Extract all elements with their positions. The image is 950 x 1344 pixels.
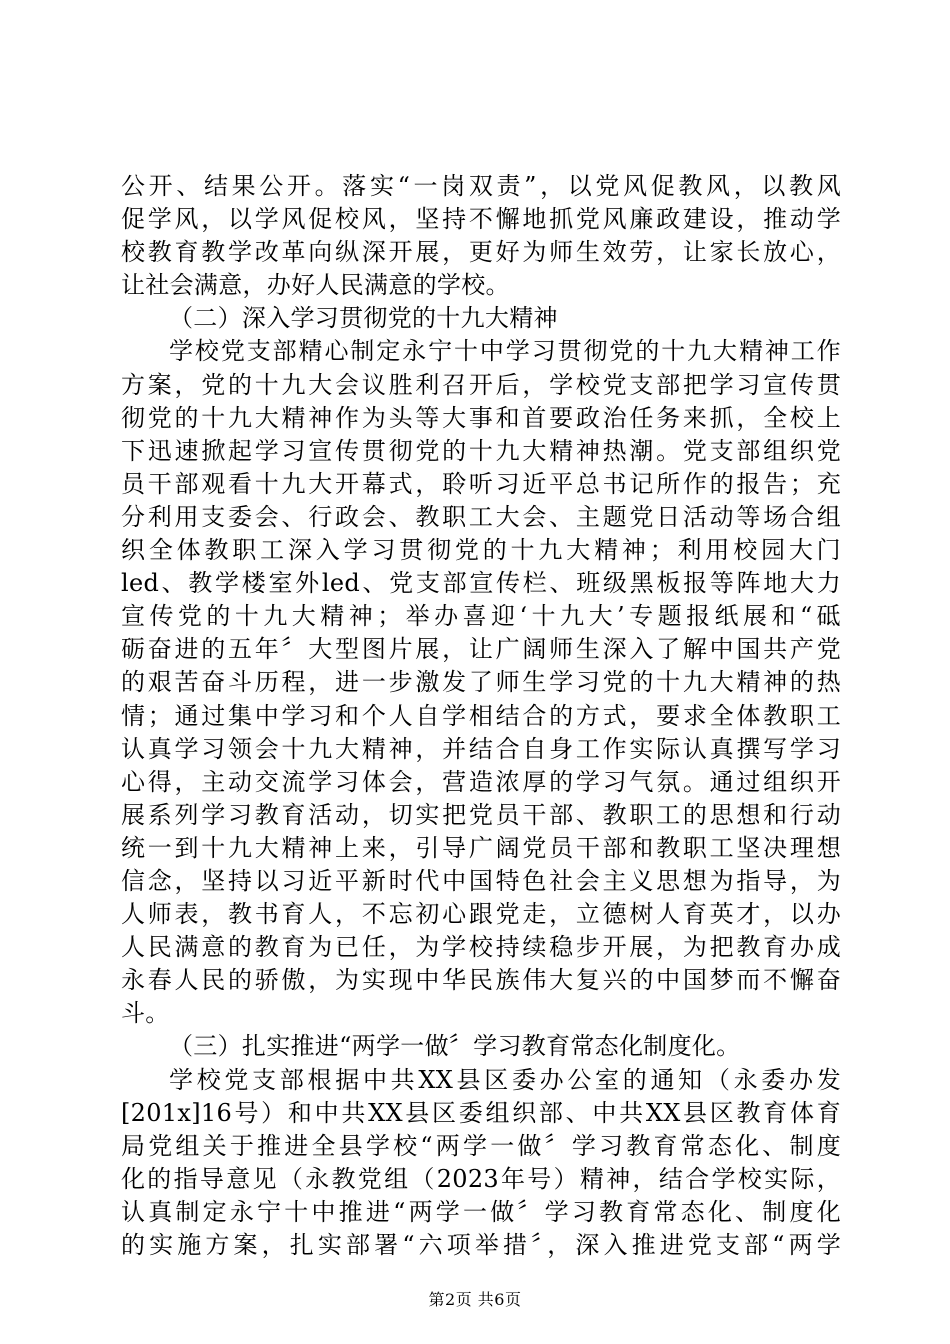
text-line: 展系列学习教育活动，切实把党员干部、教职工的思想和行动 [121, 800, 841, 829]
text-line: 认真制定永宁十中推进“两学一做〞学习教育常态化、制度化 [121, 1197, 841, 1226]
section-heading: （三）扎实推进“两学一做〞学习教育常态化制度化。 [169, 1032, 741, 1061]
text-line: 宣传党的十九大精神；举办喜迎‘十九大’专题报纸展和“砥 [121, 602, 841, 631]
text-line: 的实施方案，扎实部署“六项举措〞，深入推进党支部“两学 [121, 1231, 841, 1259]
text-line: 让社会满意，办好人民满意的学校。 [121, 271, 510, 300]
text-line: 情；通过集中学习和个人自学相结合的方式，要求全体教职工 [121, 701, 841, 730]
text-line: 方案，党的十九大会议胜利召开后，学校党支部把学习宣传贯 [121, 370, 841, 399]
text-line: 局党组关于推进全县学校“两学一做〞学习教育常态化、制度 [121, 1131, 841, 1160]
text-line: 员干部观看十九大开幕式，聆听习近平总书记所作的报告；充 [121, 469, 841, 498]
text-line: 人民满意的教育为已任，为学校持续稳步开展，为把教育办成 [121, 933, 841, 962]
text-line: [201x]16号）和中共XX县区委组织部、中共XX县区教育体育 [121, 1098, 841, 1127]
text-line: 学校党支部根据中共XX县区委办公室的通知（永委办发 [169, 1065, 841, 1094]
text-line: 分利用支委会、行政会、教职工大会、主题党日活动等场合组 [121, 502, 841, 531]
text-line: 信念，坚持以习近平新时代中国特色社会主义思想为指导，为 [121, 866, 841, 895]
text-line: 认真学习领会十九大精神，并结合自身工作实际认真撰写学习 [121, 734, 841, 763]
document-body [121, 170, 841, 1262]
text-line: 统一到十九大精神上来，引导广阔党员干部和教职工坚决理想 [121, 833, 841, 862]
text-line: 织全体教职工深入学习贯彻党的十九大精神；利用校园大门 [121, 536, 841, 565]
text-line: 公开、结果公开。落实“一岗双责”，以党风促教风，以教风 [121, 172, 841, 200]
page-footer: 第2页 共6页 [428, 1290, 522, 1309]
text-line: 的艰苦奋斗历程，进一步激发了师生学习党的十九大精神的热 [121, 668, 841, 697]
text-line: 学校党支部精心制定永宁十中学习贯彻党的十九大精神工作 [169, 337, 841, 366]
text-line: led、教学楼室外led、党支部宣传栏、班级黑板报等阵地大力 [121, 569, 841, 598]
text-line: 永春人民的骄傲，为实现中华民族伟大复兴的中国梦而不懈奋 [121, 966, 841, 995]
section-heading: （二）深入学习贯彻党的十九大精神 [169, 304, 558, 333]
text-line: 人师表，教书育人，不忘初心跟党走，立德树人育英才，以办 [121, 900, 841, 929]
text-line: 斗。 [121, 999, 170, 1028]
text-line: 化的指导意见（永教党组（2023年号）精神，结合学校实际， [121, 1164, 841, 1193]
text-line: 彻党的十九大精神作为头等大事和首要政治任务来抓，全校上 [121, 403, 841, 432]
text-line: 促学风，以学风促校风，坚持不懈地抓党风廉政建设，推动学 [121, 205, 841, 234]
text-line: 砺奋进的五年〞大型图片展，让广阔师生深入了解中国共产党 [121, 635, 841, 664]
text-line: 下迅速掀起学习宣传贯彻党的十九大精神热潮。党支部组织党 [121, 436, 841, 465]
text-line: 校教育教学改革向纵深开展，更好为师生效劳，让家长放心， [121, 238, 841, 267]
text-line: 心得，主动交流学习体会，营造浓厚的学习气氛。通过组织开 [121, 767, 841, 796]
